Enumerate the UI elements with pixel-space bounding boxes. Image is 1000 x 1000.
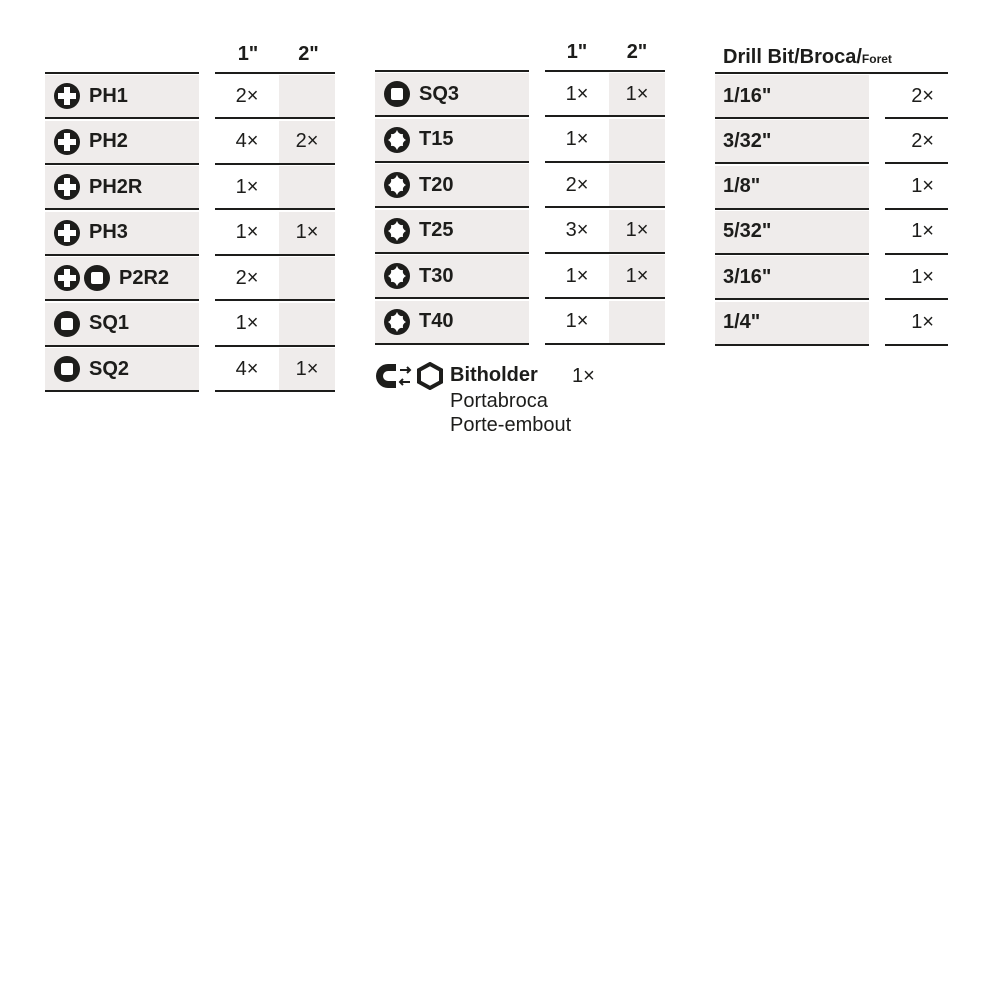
table2-qty-2in: 1× xyxy=(609,73,665,117)
table1-row xyxy=(45,303,345,347)
table2-qty-2in: 1× xyxy=(609,255,665,299)
table1-qty-2in xyxy=(279,257,335,301)
table1-row xyxy=(45,75,345,119)
drill-size-cell xyxy=(715,75,869,119)
table1-name-cell xyxy=(45,121,199,165)
table1-qty-2in: 2× xyxy=(279,121,335,165)
torx-icon xyxy=(383,262,411,290)
table1-label: PH2 xyxy=(89,130,128,152)
phillips-icon xyxy=(53,219,81,247)
drill-size-cell xyxy=(715,302,869,346)
table1-top-rule-name xyxy=(45,72,199,74)
table1-row xyxy=(45,348,345,392)
table1-label: P2R2 xyxy=(119,266,170,289)
table2-qty-1in: 3× xyxy=(545,210,609,254)
table1-header-2in: 2" xyxy=(298,43,319,65)
table2-name-cell xyxy=(375,119,529,163)
table2-name-cell xyxy=(375,210,529,254)
torx-icon xyxy=(383,126,411,154)
table1-label: PH1 xyxy=(89,84,128,107)
drill-row xyxy=(715,166,948,210)
table2-label: SQ3 xyxy=(419,82,460,105)
bitholder-label-es: Portabroca xyxy=(450,390,548,412)
bitholder-qty: 1× xyxy=(572,365,595,387)
table2-qty-2in: 1× xyxy=(609,210,665,254)
table2-qty-1in: 1× xyxy=(545,255,609,299)
drill-row xyxy=(715,75,948,119)
table1-name-cell xyxy=(45,212,199,256)
table2-label: T20 xyxy=(419,173,454,196)
drill-row xyxy=(715,211,948,255)
table2-name-cell xyxy=(375,73,529,117)
table1-qty-1in: 1× xyxy=(215,303,279,347)
table1-row xyxy=(45,166,345,210)
table2-row xyxy=(375,301,675,345)
table2-row xyxy=(375,255,675,299)
table2-label: T40 xyxy=(419,310,454,332)
drill-qty: 1× xyxy=(885,256,948,300)
table2-qty-2in xyxy=(609,119,665,163)
square-icon xyxy=(383,80,411,108)
table2-row xyxy=(375,210,675,254)
phillips-icon xyxy=(53,264,81,292)
table1-qty-1in: 2× xyxy=(215,75,279,119)
table2-row xyxy=(375,164,675,208)
phillips-icon xyxy=(53,82,81,110)
table1-qty-2in: 1× xyxy=(279,212,335,256)
table2-header-2in: 2" xyxy=(626,41,648,63)
drill-size-cell xyxy=(715,211,869,255)
table1-qty-2in xyxy=(279,303,335,347)
drill-header-main: Drill Bit/Broca/ xyxy=(723,46,862,68)
drill-top-rule xyxy=(715,72,948,74)
table2-qty-1in: 1× xyxy=(545,73,609,117)
table1-header-1in: 1" xyxy=(237,43,259,65)
drill-qty: 1× xyxy=(885,302,948,346)
drill-size-cell xyxy=(715,256,869,300)
phillips-icon xyxy=(53,173,81,201)
table1-qty-1in: 2× xyxy=(215,257,279,301)
table1-row xyxy=(45,257,345,301)
table1-name-cell xyxy=(45,348,199,392)
table1-name-cell xyxy=(45,75,199,119)
torx-icon xyxy=(383,217,411,245)
table2-qty-1in: 1× xyxy=(545,119,609,163)
table2-qty-2in xyxy=(609,164,665,208)
drill-header-small: Foret xyxy=(861,52,892,66)
table1-qty-1in: 4× xyxy=(215,348,279,392)
table1-label: PH2R xyxy=(89,175,143,198)
table1-qty-1in: 1× xyxy=(215,212,279,256)
drill-size: 1/16" xyxy=(723,84,772,107)
table1-name-cell xyxy=(45,257,199,301)
drill-qty: 1× xyxy=(885,211,948,255)
drill-row xyxy=(715,256,948,300)
table2-qty-2in xyxy=(609,301,665,345)
drill-size: 5/32" xyxy=(723,220,772,243)
drill-size-cell xyxy=(715,166,869,210)
table2-name-cell xyxy=(375,164,529,208)
table1-top-rule-qty xyxy=(215,72,335,74)
magnet-icon xyxy=(374,362,444,395)
table2-label: T30 xyxy=(419,264,454,287)
table2-name-cell xyxy=(375,301,529,345)
drill-size: 1/8" xyxy=(723,175,761,198)
table2-qty-1in: 2× xyxy=(545,164,609,208)
table2-row xyxy=(375,119,675,163)
drill-row xyxy=(715,302,948,346)
drill-size-cell xyxy=(715,120,869,164)
drill-qty: 2× xyxy=(885,75,948,119)
table2-header-1in: 1" xyxy=(566,41,588,63)
table1-row xyxy=(45,121,345,165)
table1-qty-1in: 4× xyxy=(215,121,279,165)
table1-row xyxy=(45,212,345,256)
table2-name-cell xyxy=(375,255,529,299)
drill-size: 1/4" xyxy=(723,311,761,333)
drill-qty: 2× xyxy=(885,120,948,164)
table2-row xyxy=(375,73,675,117)
table2-qty-1in: 1× xyxy=(545,301,609,345)
square-icon xyxy=(53,310,81,338)
table1-name-cell xyxy=(45,166,199,210)
drill-size: 3/32" xyxy=(723,129,772,152)
table2-label: T15 xyxy=(419,128,454,150)
table1-qty-2in xyxy=(279,166,335,210)
table1-label: SQ2 xyxy=(89,357,130,380)
table2-top-rule-name xyxy=(375,70,529,72)
table1-name-cell xyxy=(45,303,199,347)
drill-header xyxy=(723,46,892,69)
table1-qty-1in: 1× xyxy=(215,166,279,210)
torx-icon xyxy=(383,308,411,336)
table2-top-rule-qty xyxy=(545,70,665,72)
table1-qty-2in: 1× xyxy=(279,348,335,392)
drill-qty: 1× xyxy=(885,166,948,210)
square-icon xyxy=(53,355,81,383)
bitholder-label: Bitholder xyxy=(450,364,538,386)
drill-size: 3/16" xyxy=(723,265,772,288)
drill-row xyxy=(715,120,948,164)
table1-qty-2in xyxy=(279,75,335,119)
table1-label: PH3 xyxy=(89,221,128,243)
bitholder-label-fr: Porte-embout xyxy=(450,414,572,436)
torx-icon xyxy=(383,171,411,199)
square-icon xyxy=(83,264,111,292)
table2-label: T25 xyxy=(419,219,454,241)
phillips-icon xyxy=(53,128,81,156)
table1-label: SQ1 xyxy=(89,312,130,334)
